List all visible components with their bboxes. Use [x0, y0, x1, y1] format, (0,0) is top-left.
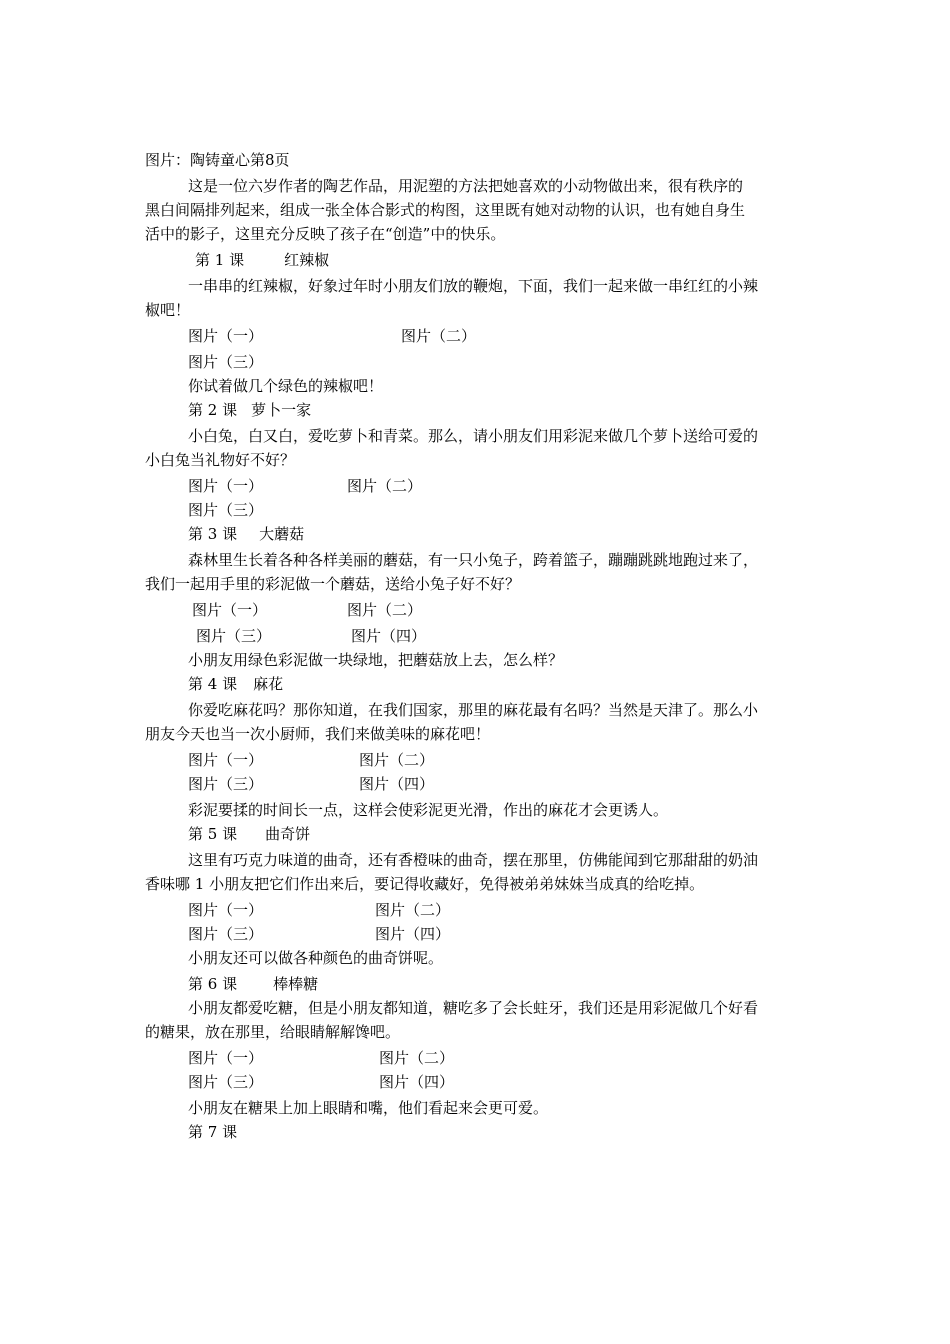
picture-caption: 图片（一）	[192, 601, 268, 619]
lesson-3-pictures-row-1	[192, 598, 872, 622]
lesson-title: 大蘑菇	[259, 525, 305, 543]
lesson-6-note: 小朋友在糖果上加上眼睛和嘴，他们看起来会更可爱。	[188, 1099, 549, 1117]
lesson-1-note: 你试着做几个绿色的辣椒吧！	[188, 377, 384, 395]
lesson-title: 曲奇饼	[265, 825, 311, 843]
lesson-5-text-1: 这里有巧克力味道的曲奇，还有香橙味的曲奇，摆在那里，仿佛能闻到它那甜甜的奶油	[188, 851, 759, 869]
lesson-3-heading	[188, 522, 825, 546]
picture-caption: 图片（二）	[347, 477, 423, 495]
picture-caption: 图片（四）	[375, 925, 451, 943]
lesson-2-text-1: 小白兔，白又白，爱吃萝卜和青菜。那么，请小朋友们用彩泥来做几个萝卜送给可爱的	[188, 427, 759, 445]
picture-caption: 图片（四）	[379, 1073, 455, 1091]
lesson-1-heading	[195, 248, 875, 272]
lesson-1-text-2: 椒吧！	[145, 301, 191, 319]
picture-caption: 图片（四）	[359, 775, 435, 793]
lesson-title: 萝卜一家	[251, 401, 312, 419]
picture-caption: 图片（一）	[188, 327, 264, 345]
picture-caption: 图片（一）	[188, 477, 264, 495]
lesson-6-text-2: 的糖果，放在那里，给眼睛解解馋吧。	[145, 1023, 401, 1041]
lesson-4-note: 彩泥要揉的时间长一点，这样会使彩泥更光滑，作出的麻花才会更诱人。	[188, 801, 669, 819]
lesson-3-text-1: 森林里生长着各种各样美丽的蘑菇，有一只小兔子，跨着篮子，蹦蹦跳跳地跑过来了，	[188, 551, 759, 569]
lesson-number: 第 3 课	[188, 525, 238, 543]
lesson-6-heading	[188, 972, 825, 996]
picture-caption: 图片（一）	[188, 901, 264, 919]
picture-caption: 图片（二）	[401, 327, 477, 345]
picture-caption: 图片（二）	[379, 1049, 455, 1067]
lesson-1-text-1: 一串串的红辣椒，好象过年时小朋友们放的鞭炮，下面，我们一起来做一串红红的小辣	[188, 277, 759, 295]
lesson-5-heading	[188, 822, 825, 846]
picture-caption: 图片（三）	[188, 1073, 264, 1091]
picture-caption: 图片（三）	[196, 627, 272, 645]
picture-caption: 图片（三）	[188, 925, 264, 943]
picture-caption: 图片（三）	[188, 775, 264, 793]
picture-caption: 图片（二）	[359, 751, 435, 769]
lesson-number: 第 1 课	[195, 251, 245, 269]
lesson-number: 第 5 课	[188, 825, 238, 843]
lesson-5-pictures-row-2	[188, 922, 825, 946]
lesson-4-text-1: 你爱吃麻花吗？那你知道，在我们国家，那里的麻花最有名吗？当然是天津了。那么小	[188, 701, 759, 719]
picture-caption: 图片（三）	[188, 353, 264, 371]
lesson-3-note: 小朋友用绿色彩泥做一块绿地，把蘑菇放上去，怎么样？	[188, 651, 564, 669]
doc-heading: 图片：陶铸童心第8页	[145, 151, 290, 169]
intro-line-2: 黑白间隔排列起来，组成一张全体合影式的构图，这里既有她对动物的认识，也有她自身生	[145, 201, 746, 219]
intro-line-3: 活中的影子，这里充分反映了孩子在“创造”中的快乐。	[145, 225, 506, 243]
lesson-4-heading	[188, 672, 825, 696]
lesson-6-pictures-row-1	[188, 1046, 825, 1070]
lesson-number: 第 7 课	[188, 1123, 238, 1141]
lesson-number: 第 2 课	[188, 401, 238, 419]
intro-line-1: 这是一位六岁作者的陶艺作品，用泥塑的方法把她喜欢的小动物做出来，很有秩序的	[188, 177, 744, 195]
lesson-number: 第 6 课	[188, 975, 238, 993]
lesson-title: 棒棒糖	[273, 975, 319, 993]
picture-caption: 图片（一）	[188, 751, 264, 769]
lesson-title: 麻花	[253, 675, 284, 693]
lesson-2-heading	[188, 398, 825, 422]
lesson-number: 第 4 课	[188, 675, 238, 693]
lesson-3-text-2: 我们一起用手里的彩泥做一个蘑菇，送给小兔子好不好？	[145, 575, 521, 593]
picture-caption: 图片（二）	[347, 601, 423, 619]
lesson-4-text-2: 朋友今天也当一次小厨师，我们来做美味的麻花吧！	[145, 725, 491, 743]
lesson-6-pictures-row-2	[188, 1070, 825, 1094]
lesson-1-pictures-row-2	[188, 350, 825, 374]
lesson-4-pictures-row-1	[188, 748, 825, 772]
lesson-2-pictures-row-1	[188, 474, 825, 498]
picture-caption: 图片（四）	[351, 627, 427, 645]
lesson-2-pictures-row-2	[188, 498, 825, 522]
lesson-3-pictures-row-2	[196, 624, 876, 648]
picture-caption: 图片（一）	[188, 1049, 264, 1067]
picture-caption: 图片（三）	[188, 501, 264, 519]
lesson-1-pictures-row-1	[188, 324, 825, 348]
picture-caption: 图片（二）	[375, 901, 451, 919]
lesson-6-text-1: 小朋友都爱吃糖，但是小朋友都知道，糖吃多了会长蛀牙，我们还是用彩泥做几个好看	[188, 999, 759, 1017]
lesson-4-pictures-row-2	[188, 772, 825, 796]
lesson-5-text-2: 香味哪 1 小朋友把它们作出来后，要记得收藏好，免得被弟弟妹妹当成真的给吃掉。	[145, 875, 705, 893]
lesson-7-heading	[188, 1120, 825, 1144]
lesson-2-text-2: 小白兔当礼物好不好？	[145, 451, 296, 469]
lesson-5-pictures-row-1	[188, 898, 825, 922]
lesson-title: 红辣椒	[284, 251, 330, 269]
lesson-5-note: 小朋友还可以做各种颜色的曲奇饼呢。	[188, 949, 444, 967]
